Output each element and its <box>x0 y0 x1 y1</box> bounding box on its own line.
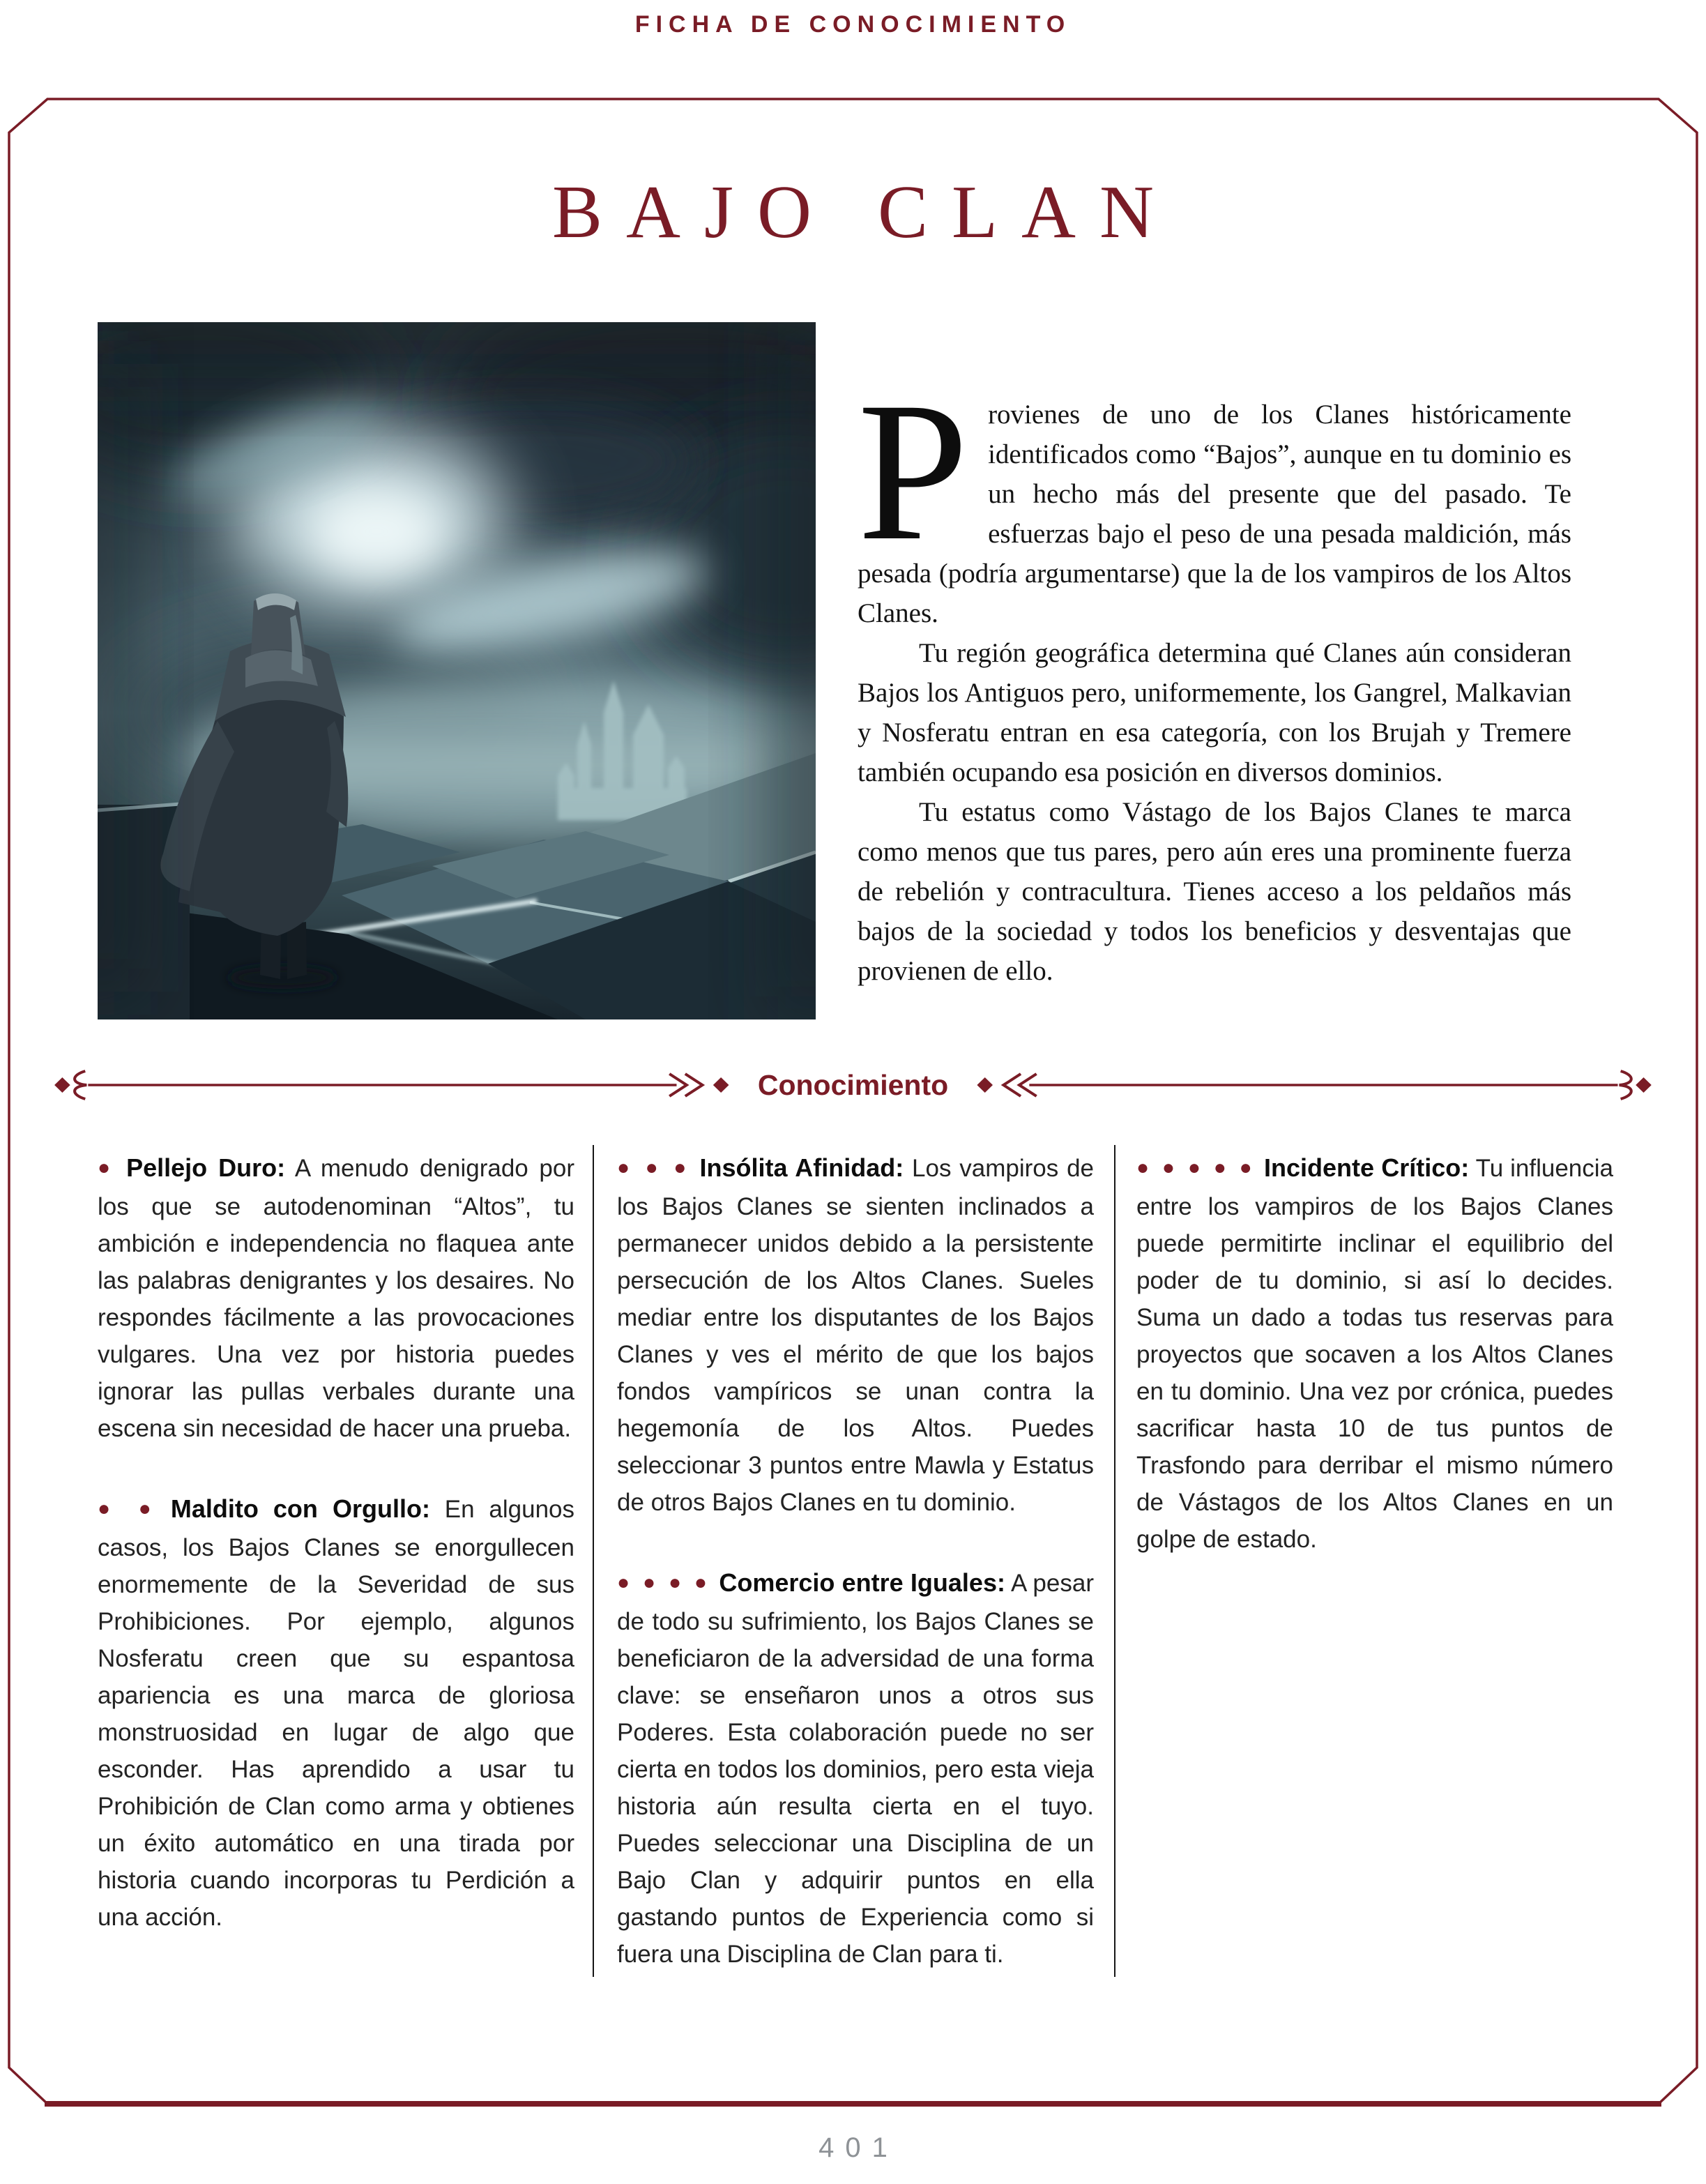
ability-name: Maldito con Orgullo: <box>170 1494 430 1523</box>
section-divider <box>52 1064 1654 1106</box>
column-divider-1 <box>593 1145 594 1977</box>
ability-text: A pesar de todo su sufrimiento, los Bajos Clanes se beneficiaron de la adversidad de una forma clave: se enseñaron unos a otros sus Poderes. Esta colaboración puede no ser cierta en todos los dominios, pero esta vieja historia aún resulta cierta en el tuyo. Puedes seleccionar una Disciplina de un Bajo Clan y adquirir puntos en ella gastando puntos de Experiencia como si fuera una Disciplina de Clan para ti. <box>617 1570 1094 1968</box>
column-divider-2 <box>1114 1145 1115 1977</box>
artwork-illustration <box>98 322 816 1019</box>
dot-rating-5: ● ● ● ● ● <box>1136 1156 1256 1179</box>
abilities-column-3 <box>1136 1149 1613 1601</box>
ability-name: Comercio entre Iguales: <box>719 1568 1005 1597</box>
ability-text: Los vampiros de los Bajos Clanes se sienten inclinados a permanecer unidos debido a la persistente persecución de los Altos Clanes. Sueles mediar entre los disputantes de los Bajos Clanes y ves el mérito de que los bajos fondos vampíricos se unan contra la hegemonía de los Altos. Puedes seleccionar 3 puntos entre Mawla y Estatus de otros Bajos Clanes en tu dominio. <box>617 1155 1094 1516</box>
ability-text: Tu influencia entre los vampiros de los Bajos Clanes puede permitirte inclinar el equilibrio del poder de tu dominio, si así lo decides. Suma un dado a todas tus reservas para proyectos que socaven a los Altos Clanes en tu dominio. Una vez por crónica, puedes sacrificar hasta 10 de tus puntos de Trasfondo para derribar el mismo número de Vástagos de los Altos Clanes en un golpe de estado. <box>1136 1155 1613 1553</box>
ability-text: A menudo denigrado por los que se autodenominan “Altos”, tu ambición e independencia no flaquea ante las palabras denigrantes y los desaires. No respondes fácilmente a las provocaciones vulgares. Una vez por historia puedes ignorar las pullas verbales durante una escena sin necesidad de hacer una prueba. <box>98 1155 575 1442</box>
ability-name: Incidente Crítico: <box>1264 1153 1470 1182</box>
ability-text: En algunos casos, los Bajos Clanes se enorgullecen enormemente de la Severidad de sus Prohibiciones. Por ejemplo, algunos Nosferatu creen que su espantosa apariencia es una marca de gloriosa monstruosidad en lugar de algo que esconder. Has aprendido a usar tu Prohibición de Clan como arma y obtienes un éxito automático en una tirada por historia cuando incorporas tu Perdición a una acción. <box>98 1496 575 1931</box>
abilities-column-1 <box>98 1149 574 1979</box>
ability-insolita-afinidad <box>617 1149 1094 1521</box>
artwork-rooftop-figure <box>98 322 816 1019</box>
ability-name: Insólita Afinidad: <box>699 1153 904 1182</box>
intro-text <box>858 361 1571 991</box>
dot-rating-1: ● <box>98 1156 119 1179</box>
section-divider-label: Conocimiento <box>757 1069 949 1101</box>
page-kicker: FICHA DE CONOCIMIENTO <box>634 11 1072 38</box>
ability-name: Pellejo Duro: <box>126 1153 286 1182</box>
intro-paragraph-1 <box>858 361 1571 633</box>
abilities-column-2 <box>617 1149 1094 2016</box>
divider-ornament-left <box>52 1066 740 1105</box>
dot-rating-3: ● ● ● <box>617 1156 692 1179</box>
ability-pellejo-duro <box>98 1149 574 1447</box>
ability-incidente-critico <box>1136 1149 1613 1558</box>
dot-rating-4: ● ● ● ● <box>617 1571 711 1594</box>
intro-paragraph-1-text: rovienes de uno de los Clanes históricamente identificados como “Bajos”, aunque en tu dominio es un hecho más del presente que del pasado. Te esfuerzas bajo el peso de una pesada maldición, más pesada (podría argumentarse) que la de los vampiros de los Altos Clanes. <box>858 400 1571 628</box>
page-title: BAJO CLAN <box>551 171 1178 254</box>
ability-maldito-con-orgullo <box>98 1490 574 1936</box>
abilities-section <box>98 1149 1613 1989</box>
drop-cap: P <box>858 361 969 582</box>
divider-ornament-right <box>966 1066 1654 1105</box>
dot-rating-2: ● ● <box>98 1497 162 1520</box>
ability-comercio-entre-iguales <box>617 1564 1094 1973</box>
intro-paragraph-2: Tu región geográfica determina qué Clanes aún consideran Bajos los Antiguos pero, uniformemente, los Gangrel, Malkavian y Nosferatu entran en esa categoría, con los Brujah y Tremere también ocupando esa posición en diversos dominios. <box>858 638 1571 787</box>
intro-paragraph-3: Tu estatus como Vástago de los Bajos Clanes te marca como menos que tus pares, pero aún eres una prominente fuerza de rebelión y contracultura. Tienes acceso a los peldaños más bajos de la sociedad y todos los beneficios y desventajas que provienen de ello. <box>858 797 1571 986</box>
page-number: 401 <box>818 2132 899 2163</box>
